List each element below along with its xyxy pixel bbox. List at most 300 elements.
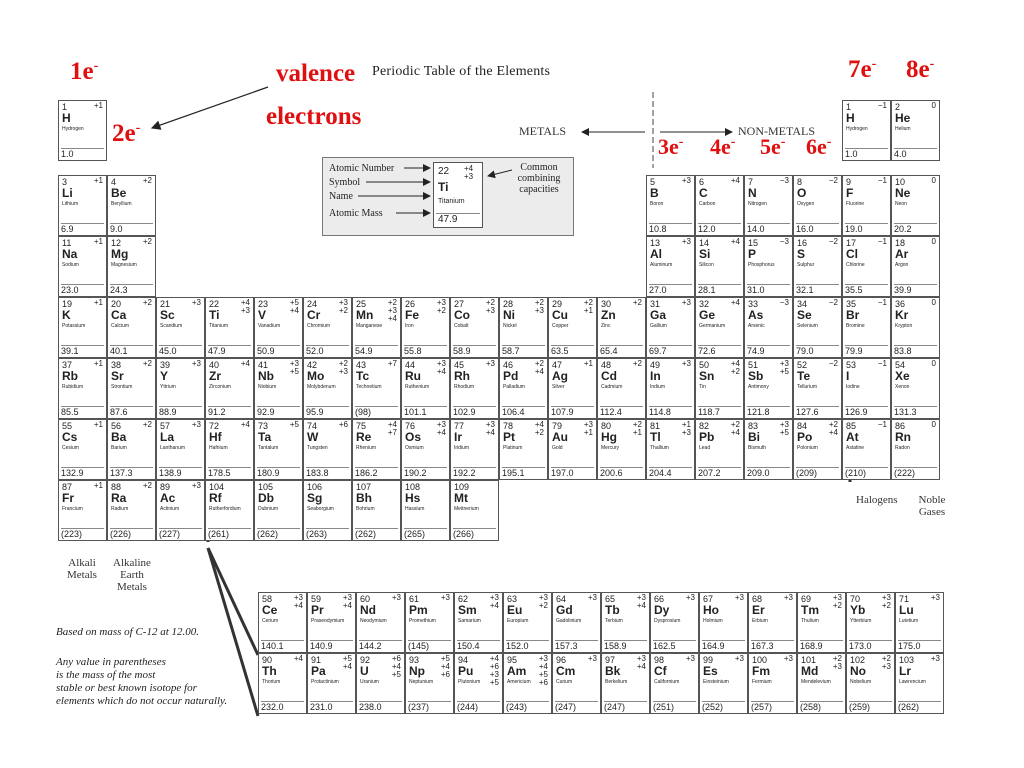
element-symbol: Mo xyxy=(307,369,325,383)
element-symbol: Hf xyxy=(209,430,222,444)
element-name: Silicon xyxy=(699,262,714,268)
atomic-mass: 204.4 xyxy=(649,467,692,479)
atomic-number: 5 xyxy=(650,177,656,187)
atomic-mass: (98) xyxy=(355,406,398,418)
atomic-mass: 92.9 xyxy=(257,406,300,418)
atomic-mass: 88.9 xyxy=(159,406,202,418)
element-symbol: Ru xyxy=(405,369,421,383)
oxidation-states: +2 +3 xyxy=(832,654,842,671)
element-cell-na xyxy=(58,236,107,297)
element-name: Neptunium xyxy=(409,679,434,685)
element-name: Lanthanum xyxy=(160,445,186,451)
element-symbol: Cm xyxy=(556,664,576,678)
element-symbol: Tm xyxy=(801,603,819,617)
valence-title-line2: electrons xyxy=(266,103,362,130)
element-name: Berkelium xyxy=(605,679,628,685)
atomic-mass: 69.7 xyxy=(649,345,692,357)
atomic-mass: (257) xyxy=(751,701,794,713)
oxidation-states: +3 +4 xyxy=(342,593,352,610)
valence-8e-label: 8e- xyxy=(906,56,935,83)
element-cell-f xyxy=(842,175,891,236)
atomic-number: 9 xyxy=(846,177,852,187)
element-name: Tungsten xyxy=(307,445,328,451)
element-cell-ni xyxy=(499,297,548,358)
oxidation-states: +3 xyxy=(681,237,691,246)
atomic-number: 97 xyxy=(605,655,616,665)
note-parentheses: Any value in parentheses is the mass of the most stable or best known isotope for elements which do not occur naturally. xyxy=(56,656,228,707)
element-symbol: Rn xyxy=(895,430,911,444)
atomic-mass: (226) xyxy=(110,528,153,540)
element-cell-ca xyxy=(107,297,156,358)
element-cell-yb xyxy=(846,592,895,653)
element-cell-at xyxy=(842,419,891,480)
note-mass-basis: Based on mass of C-12 at 12.00. xyxy=(56,626,199,638)
element-symbol: Dy xyxy=(654,603,670,617)
element-symbol: Po xyxy=(797,430,813,444)
element-name: Lawrencium xyxy=(899,679,926,685)
element-name: Promethium xyxy=(409,618,436,624)
atomic-mass: 150.4 xyxy=(457,640,500,652)
element-cell-br xyxy=(842,297,891,358)
element-symbol: Fe xyxy=(405,308,420,322)
atomic-mass: 23.0 xyxy=(61,284,104,296)
element-name: Holmium xyxy=(703,618,723,624)
oxidation-states: +5 +4 +6 xyxy=(440,654,450,679)
element-name: Manganese xyxy=(356,323,383,329)
element-name: Argon xyxy=(895,262,909,268)
atomic-number: 88 xyxy=(111,482,122,492)
oxidation-states: +3 +5 xyxy=(779,359,789,376)
element-name: Seaborgium xyxy=(307,506,334,512)
element-symbol: Na xyxy=(62,247,78,261)
element-symbol: Sn xyxy=(699,369,715,383)
alkaline-earth-label: Alkaline Earth Metals xyxy=(113,557,151,593)
atomic-mass: 195.1 xyxy=(502,467,545,479)
atomic-number: 4 xyxy=(111,177,117,187)
element-symbol: Sg xyxy=(307,491,323,505)
element-name: Americium xyxy=(507,679,531,685)
atomic-number: 47 xyxy=(552,360,563,370)
element-symbol: Cf xyxy=(654,664,667,678)
oxidation-states: +3 xyxy=(587,654,597,663)
oxidation-states: −1 xyxy=(877,237,887,246)
element-cell-cr xyxy=(303,297,352,358)
oxidation-states: −1 xyxy=(877,298,887,307)
atomic-mass: (259) xyxy=(849,701,892,713)
atomic-number: 14 xyxy=(699,238,710,248)
element-name: Selenium xyxy=(797,323,818,329)
atomic-number: 42 xyxy=(307,360,318,370)
atomic-number: 86 xyxy=(895,421,906,431)
atomic-mass: 178.5 xyxy=(208,467,251,479)
element-symbol: B xyxy=(650,186,659,200)
element-symbol: Os xyxy=(405,430,422,444)
element-name: Astatine xyxy=(846,445,865,451)
element-symbol: I xyxy=(846,369,850,383)
element-symbol: Se xyxy=(797,308,812,322)
oxidation-states: +4 +3 xyxy=(240,298,250,315)
valence-title-line1: valence xyxy=(276,60,356,87)
atomic-mass: 127.6 xyxy=(796,406,839,418)
atomic-mass: 32.1 xyxy=(796,284,839,296)
element-symbol: Mt xyxy=(454,491,468,505)
element-symbol: Xe xyxy=(895,369,910,383)
element-cell-ho xyxy=(699,592,748,653)
element-symbol: Gd xyxy=(556,603,573,617)
atomic-mass: (247) xyxy=(555,701,598,713)
element-cell-sm xyxy=(454,592,503,653)
atomic-mass: 10.8 xyxy=(649,223,692,235)
atomic-number: 61 xyxy=(409,594,420,604)
element-symbol: Db xyxy=(258,491,274,505)
atomic-mass: (262) xyxy=(898,701,941,713)
element-cell-ru xyxy=(401,358,450,419)
atomic-number: 56 xyxy=(111,421,122,431)
oxidation-states: −2 xyxy=(828,176,838,185)
atomic-mass: 27.0 xyxy=(649,284,692,296)
element-symbol: Lu xyxy=(899,603,914,617)
element-cell-se xyxy=(793,297,842,358)
element-symbol: Ar xyxy=(895,247,909,261)
atomic-number: 84 xyxy=(797,421,808,431)
atomic-mass: 102.9 xyxy=(453,406,496,418)
element-symbol: S xyxy=(797,247,806,261)
atomic-number: 60 xyxy=(360,594,371,604)
atomic-number: 102 xyxy=(850,655,866,665)
atomic-mass: 200.6 xyxy=(600,467,643,479)
atomic-number: 68 xyxy=(752,594,763,604)
element-cell-te xyxy=(793,358,842,419)
element-name: Tantalum xyxy=(258,445,279,451)
atomic-mass: 144.2 xyxy=(359,640,402,652)
element-symbol: Pd xyxy=(503,369,519,383)
element-symbol: Sc xyxy=(160,308,175,322)
element-symbol: Cd xyxy=(601,369,617,383)
element-name: Cobalt xyxy=(454,323,469,329)
atomic-number: 25 xyxy=(356,299,367,309)
oxidation-states: +2 +3 xyxy=(534,298,544,315)
oxidation-states: +2 +4 xyxy=(828,420,838,437)
atomic-mass: (247) xyxy=(604,701,647,713)
element-cell-es xyxy=(699,653,748,714)
atomic-mass: 79.0 xyxy=(796,345,839,357)
atomic-mass: 107.9 xyxy=(551,406,594,418)
valence-3e-label: 3e- xyxy=(658,134,684,159)
oxidation-states: +1 xyxy=(93,481,103,490)
element-name: Antimony xyxy=(748,384,769,390)
element-symbol: F xyxy=(846,186,854,200)
atomic-number: 90 xyxy=(262,655,273,665)
atomic-mass: (227) xyxy=(159,528,202,540)
atomic-mass: 39.1 xyxy=(61,345,104,357)
element-name: Vanadium xyxy=(258,323,281,329)
element-symbol: Hg xyxy=(601,430,617,444)
oxidation-states: +1 xyxy=(93,420,103,429)
legend-atomic-mass: Atomic Mass xyxy=(329,208,383,219)
atomic-mass: 50.9 xyxy=(257,345,300,357)
element-cell-cs xyxy=(58,419,107,480)
element-symbol: Tb xyxy=(605,603,620,617)
oxidation-states: +2 xyxy=(632,359,642,368)
atomic-number: 85 xyxy=(846,421,857,431)
atomic-number: 30 xyxy=(601,299,612,309)
atomic-number: 80 xyxy=(601,421,612,431)
element-name: Iridium xyxy=(454,445,470,451)
oxidation-states: +3 xyxy=(587,593,597,602)
element-symbol: Pr xyxy=(311,603,324,617)
oxidation-states: +3 xyxy=(440,593,450,602)
noble-gases-label: Noble Gases xyxy=(918,494,946,518)
element-cell-n xyxy=(744,175,793,236)
element-cell-pt xyxy=(499,419,548,480)
element-name: Thorium xyxy=(262,679,281,685)
element-symbol: Ag xyxy=(552,369,568,383)
element-cell-ir xyxy=(450,419,499,480)
oxidation-states: 0 xyxy=(931,237,936,246)
atomic-mass: 175.0 xyxy=(898,640,941,652)
oxidation-states: +6 +4 +5 xyxy=(391,654,401,679)
element-name: Neon xyxy=(895,201,907,207)
element-cell-kr xyxy=(891,297,940,358)
element-cell-ti xyxy=(205,297,254,358)
atomic-mass: 132.9 xyxy=(61,467,104,479)
element-name: Chromium xyxy=(307,323,331,329)
atomic-number: 51 xyxy=(748,360,759,370)
oxidation-states: +3 xyxy=(191,420,201,429)
halogens-label: Halogens xyxy=(856,494,898,506)
element-name: Xenon xyxy=(895,384,910,390)
atomic-mass: 85.5 xyxy=(61,406,104,418)
atomic-number: 58 xyxy=(262,594,273,604)
element-cell-pm xyxy=(405,592,454,653)
oxidation-states: +5 xyxy=(289,420,299,429)
oxidation-states: +2 xyxy=(142,359,152,368)
element-name: Meitnerium xyxy=(454,506,479,512)
atomic-number: 48 xyxy=(601,360,612,370)
atomic-number: 72 xyxy=(209,421,220,431)
element-name: Mendelevium xyxy=(801,679,831,685)
element-symbol: N xyxy=(748,186,757,200)
element-symbol: Bh xyxy=(356,491,372,505)
element-symbol: Al xyxy=(650,247,662,261)
atomic-number: 11 xyxy=(62,238,72,248)
element-cell-fm xyxy=(748,653,797,714)
element-symbol: Mg xyxy=(111,247,129,261)
oxidation-states: 0 xyxy=(931,176,936,185)
element-cell-cm xyxy=(552,653,601,714)
element-cell-ce xyxy=(258,592,307,653)
atomic-number: 69 xyxy=(801,594,812,604)
atomic-number: 28 xyxy=(503,299,514,309)
atomic-number: 15 xyxy=(748,238,759,248)
element-name: Mercury xyxy=(601,445,620,451)
element-name: Bohrium xyxy=(356,506,375,512)
element-cell-lu xyxy=(895,592,944,653)
atomic-mass: 58.7 xyxy=(502,345,545,357)
element-symbol: Be xyxy=(111,186,127,200)
oxidation-states: +3 +1 xyxy=(583,420,593,437)
element-symbol: Nb xyxy=(258,369,274,383)
element-symbol: No xyxy=(850,664,866,678)
atomic-mass: (223) xyxy=(61,528,104,540)
atomic-mass: 31.0 xyxy=(747,284,790,296)
element-name: Dubnium xyxy=(258,506,279,512)
element-symbol: Au xyxy=(552,430,568,444)
element-name: Silver xyxy=(552,384,565,390)
atomic-mass: (244) xyxy=(457,701,500,713)
oxidation-states: +3 +2 xyxy=(436,298,446,315)
atomic-number: 31 xyxy=(650,299,661,309)
atomic-number: 27 xyxy=(454,299,465,309)
element-name: Arsenic xyxy=(748,323,765,329)
element-cell-cf xyxy=(650,653,699,714)
atomic-number: 38 xyxy=(111,360,122,370)
element-cell-si xyxy=(695,236,744,297)
element-name: Helium xyxy=(895,126,911,132)
atomic-mass: 118.7 xyxy=(698,406,741,418)
element-symbol: Fm xyxy=(752,664,770,678)
atomic-number: 89 xyxy=(160,482,171,492)
atomic-mass: 192.2 xyxy=(453,467,496,479)
element-symbol: Rb xyxy=(62,369,78,383)
oxidation-states: 0 xyxy=(931,101,936,110)
atomic-mass: (222) xyxy=(894,467,937,479)
oxidation-states: +4 xyxy=(730,298,740,307)
oxidation-states: +3 xyxy=(191,298,201,307)
atomic-number: 103 xyxy=(899,655,915,665)
element-name: Gold xyxy=(552,445,563,451)
atomic-mass: 16.0 xyxy=(796,223,839,235)
atomic-number: 95 xyxy=(507,655,518,665)
atomic-mass: (258) xyxy=(800,701,843,713)
element-symbol: Sm xyxy=(458,603,477,617)
atomic-mass: 24.3 xyxy=(110,284,153,296)
element-name: Carbon xyxy=(699,201,716,207)
atomic-mass: 183.8 xyxy=(306,467,349,479)
element-name: Californium xyxy=(654,679,680,685)
element-cell-xe xyxy=(891,358,940,419)
oxidation-states: +2 +3 xyxy=(338,359,348,376)
atomic-mass: 4.0 xyxy=(894,148,937,160)
element-cell-nd xyxy=(356,592,405,653)
element-cell-ar xyxy=(891,236,940,297)
element-name: Radon xyxy=(895,445,910,451)
element-symbol: Ba xyxy=(111,430,127,444)
atomic-number: 18 xyxy=(895,238,906,248)
element-symbol: Br xyxy=(846,308,860,322)
atomic-number: 17 xyxy=(846,238,857,248)
atomic-number: 101 xyxy=(801,655,817,665)
element-name: Zirconium xyxy=(209,384,231,390)
oxidation-states: +1 xyxy=(583,359,593,368)
element-name: Nobelium xyxy=(850,679,872,685)
oxidation-states: +2 xyxy=(142,176,152,185)
element-name: Molybdenum xyxy=(307,384,336,390)
atomic-mass: 101.1 xyxy=(404,406,447,418)
element-name: Rutherfordium xyxy=(209,506,241,512)
element-cell-rh xyxy=(450,358,499,419)
element-symbol: P xyxy=(748,247,757,261)
element-symbol: Ac xyxy=(160,491,176,505)
atomic-number: 96 xyxy=(556,655,567,665)
atomic-mass: 40.1 xyxy=(110,345,153,357)
element-name: Thallium xyxy=(650,445,669,451)
atomic-number: 77 xyxy=(454,421,465,431)
element-cell-c xyxy=(695,175,744,236)
oxidation-states: −3 xyxy=(779,298,789,307)
atomic-number: 13 xyxy=(650,238,661,248)
element-symbol: Tc xyxy=(356,369,370,383)
element-symbol: Hs xyxy=(405,491,421,505)
element-cell-re xyxy=(352,419,401,480)
element-cell-b xyxy=(646,175,695,236)
oxidation-states: −1 xyxy=(877,101,887,110)
atomic-mass: 63.5 xyxy=(551,345,594,357)
atomic-number: 26 xyxy=(405,299,416,309)
element-symbol: K xyxy=(62,308,71,322)
element-name: Ruthenium xyxy=(405,384,430,390)
oxidation-states: +4 xyxy=(730,237,740,246)
element-cell-cl xyxy=(842,236,891,297)
element-name: Dysprosium xyxy=(654,618,681,624)
element-cell-gd xyxy=(552,592,601,653)
element-name: Iron xyxy=(405,323,414,329)
atomic-number: 82 xyxy=(699,421,710,431)
element-name: Beryllium xyxy=(111,201,132,207)
legend-atomic-number: Atomic Number xyxy=(329,163,395,174)
atomic-mass: 157.3 xyxy=(555,640,598,652)
atomic-number: 46 xyxy=(503,360,514,370)
element-name: Hafnium xyxy=(209,445,228,451)
element-name: Nickel xyxy=(503,323,517,329)
element-cell-mg xyxy=(107,236,156,297)
element-name: Strontium xyxy=(111,384,133,390)
element-symbol: Am xyxy=(507,664,527,678)
element-name: Gallium xyxy=(650,323,667,329)
atomic-mass: (209) xyxy=(796,467,839,479)
atomic-number: 87 xyxy=(62,482,73,492)
element-cell-pd xyxy=(499,358,548,419)
element-symbol: Li xyxy=(62,186,73,200)
atomic-mass: 20.2 xyxy=(894,223,937,235)
oxidation-states: +3 xyxy=(685,654,695,663)
element-symbol: Ga xyxy=(650,308,667,322)
oxidation-states: +7 xyxy=(387,359,397,368)
atomic-number: 109 xyxy=(454,482,470,492)
oxidation-states: +4 +2 xyxy=(534,420,544,437)
element-symbol: Cs xyxy=(62,430,78,444)
atomic-number: 32 xyxy=(699,299,710,309)
element-symbol: Mn xyxy=(356,308,374,322)
atomic-mass: (266) xyxy=(453,528,496,540)
element-name: Calcium xyxy=(111,323,130,329)
element-cell-rf xyxy=(205,480,254,541)
element-cell-hg xyxy=(597,419,646,480)
element-symbol: Lr xyxy=(899,664,911,678)
atomic-number: 6 xyxy=(699,177,705,187)
oxidation-states: −3 xyxy=(779,237,789,246)
oxidation-states: +1 xyxy=(93,237,103,246)
element-cell-co xyxy=(450,297,499,358)
element-name: Thulium xyxy=(801,618,819,624)
non-metals-label: NON-METALS xyxy=(738,124,816,138)
oxidation-states: +2 xyxy=(142,481,152,490)
element-name: Zinc xyxy=(601,323,611,329)
oxidation-states: +2 +4 xyxy=(730,420,740,437)
element-name: Magnesium xyxy=(111,262,137,268)
element-name: Krypton xyxy=(895,323,913,329)
element-symbol: Ti xyxy=(209,308,220,322)
